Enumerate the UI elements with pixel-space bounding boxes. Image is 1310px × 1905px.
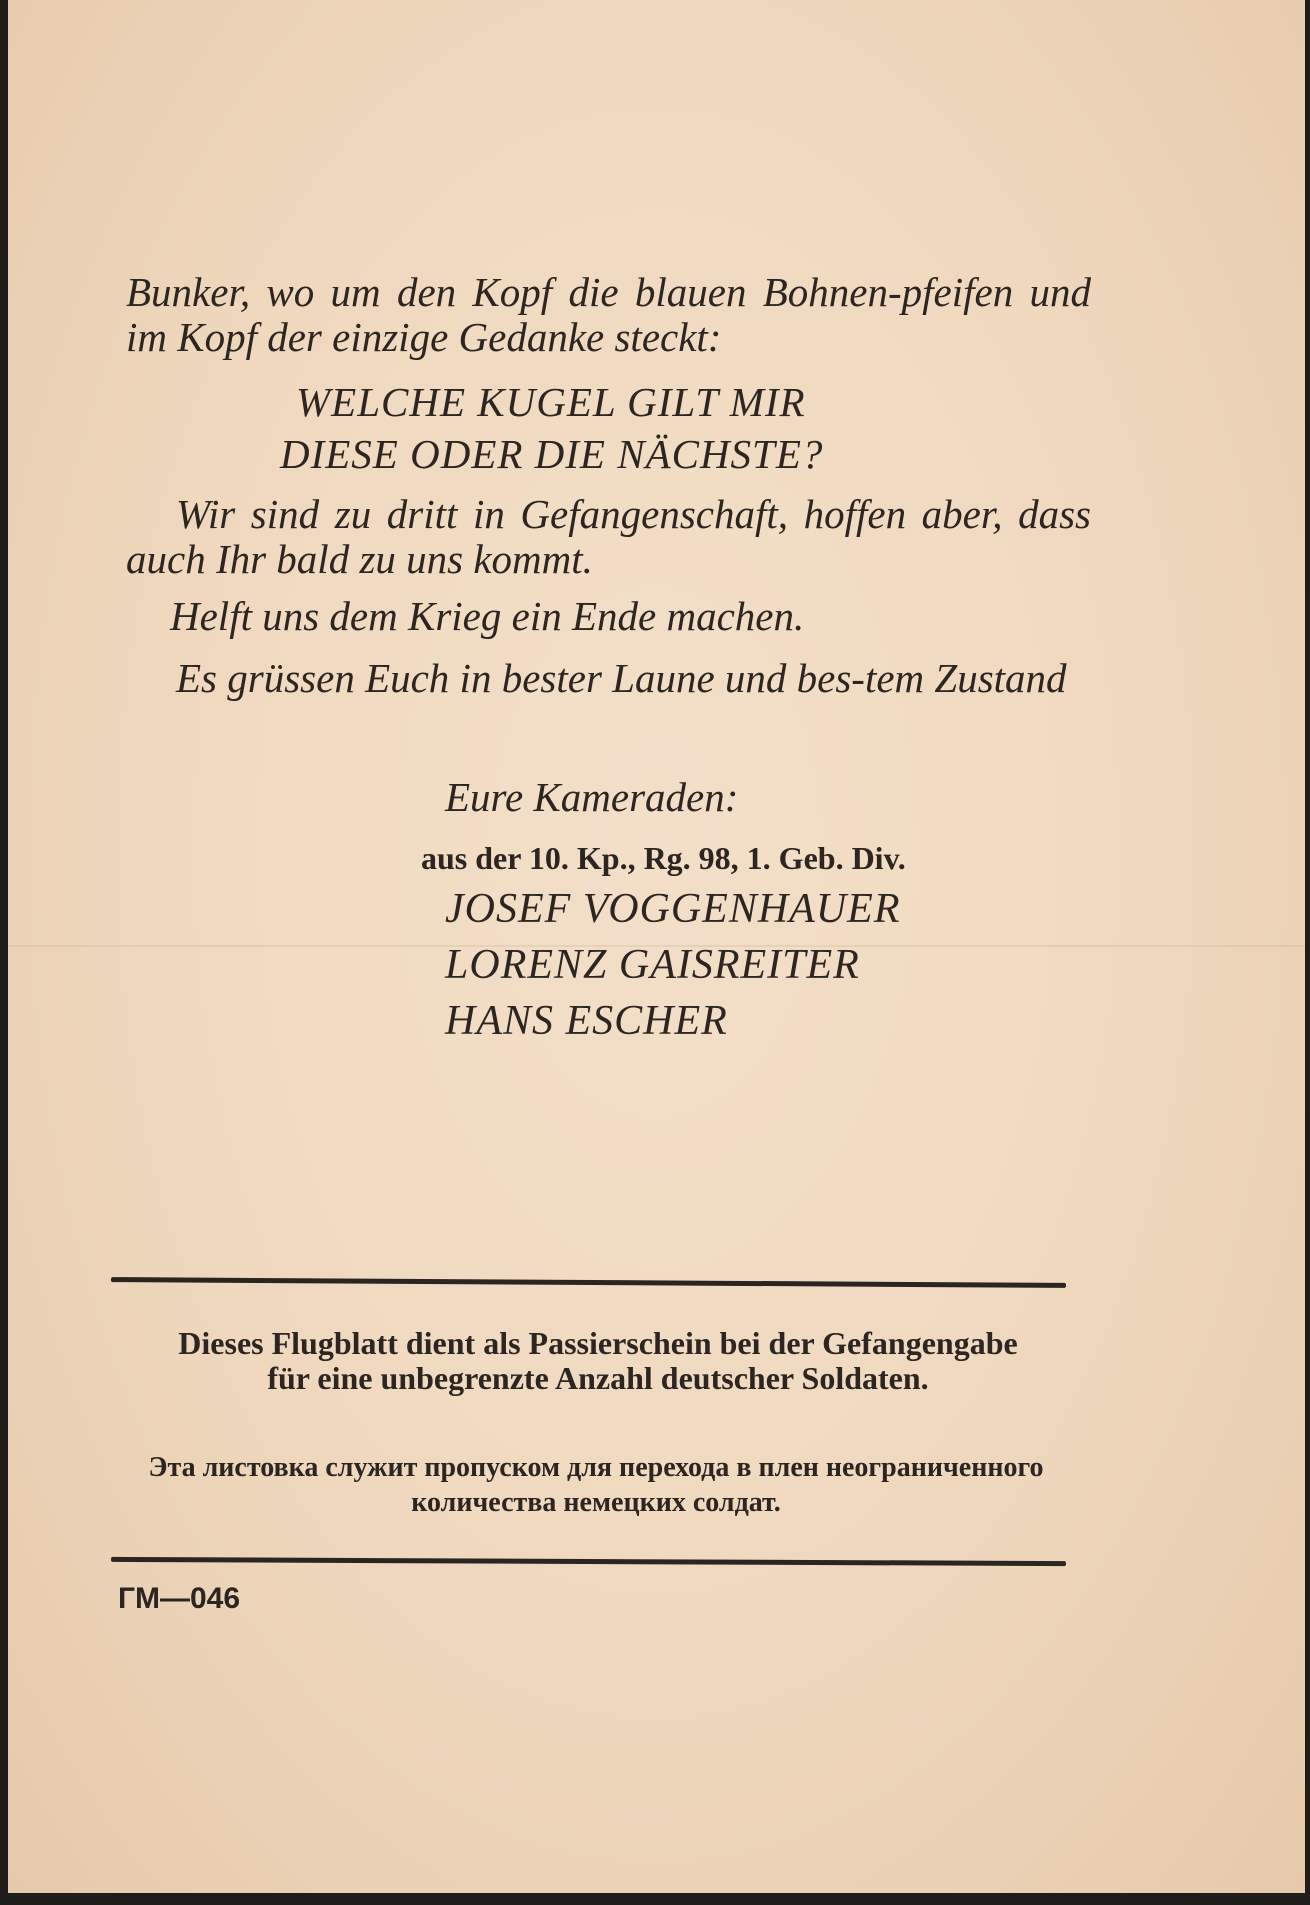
signatory-name: LORENZ GAISREITER — [445, 942, 860, 988]
leaflet-page — [8, 0, 1305, 1893]
headline-line-2: DIESE ODER DIE NÄCHSTE? — [280, 431, 824, 477]
signoff: Eure Kameraden: — [445, 774, 739, 820]
headline-line-1: WELCHE KUGEL GILT MIR — [296, 379, 806, 425]
opening-paragraph: Bunker, wo um den Kopf die blauen Bohnen-pfeifen und im Kopf der einzige Gedanke steckt: — [126, 269, 1091, 360]
signatory-name: JOSEF VOGGENHAUER — [445, 886, 901, 932]
bleed-through-text — [343, 115, 633, 120]
greeting-paragraph: Es grüssen Euch in bester Laune und bes-tem Zustand — [176, 655, 1067, 701]
captivity-paragraph: Wir sind zu dritt in Gefangenschaft, hoffen aber, dass auch Ihr bald zu uns kommt. — [126, 491, 1091, 582]
pass-note-russian: Эта листовка служит пропуском для перехода в плен неограниченного количества немецких солдат. — [148, 1452, 1044, 1518]
pass-note-german: Dieses Flugblatt dient als Passierschein bei der Gefangengabe für eine unbegrenzte Anzahl deutscher Soldaten. — [178, 1325, 1018, 1396]
appeal-paragraph: Helft uns dem Krieg ein Ende machen. — [170, 593, 805, 639]
divider-top — [111, 1277, 1066, 1288]
signatory-name: HANS ESCHER — [445, 998, 728, 1044]
unit-line: aus der 10. Kp., Rg. 98, 1. Geb. Div. — [421, 840, 906, 876]
leaflet-code: ГМ—046 — [118, 1582, 241, 1615]
divider-bottom — [111, 1557, 1066, 1566]
